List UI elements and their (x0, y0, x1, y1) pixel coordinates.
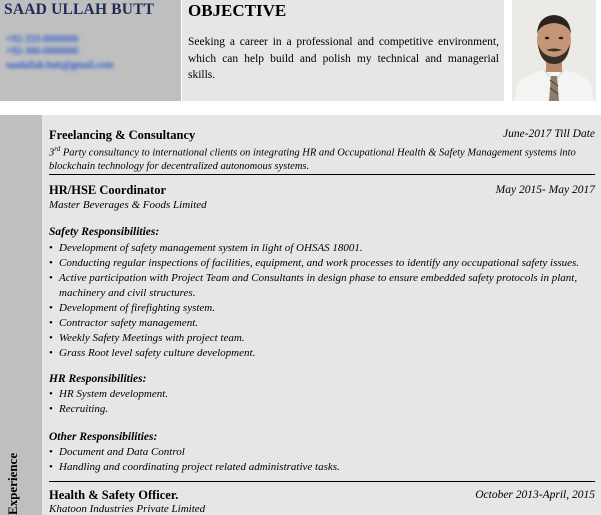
hr-responsibilities-heading: HR Responsibilities: (49, 373, 147, 385)
job-description-text: Party consultancy to international clients on integrating HR and Occupational Health & Safety Management systems into blockchain technology for decentralized autonomous systems. (49, 147, 576, 172)
job-date: October 2013-April, 2015 (475, 489, 595, 501)
objective-heading: OBJECTIVE (188, 1, 287, 20)
other-responsibilities-heading: Other Responsibilities: (49, 431, 158, 443)
list-item: • Development of firefighting system. (49, 301, 589, 316)
job-date: June-2017 Till Date (503, 128, 595, 140)
experience-section-label: Experience (5, 452, 20, 515)
list-item: • Grass Root level safety culture development. (49, 346, 589, 361)
company-name: Master Beverages & Foods Limited (49, 199, 207, 211)
ordinal-number: 3 (49, 147, 55, 159)
divider (49, 481, 595, 482)
contact-panel (0, 0, 181, 101)
job-title: Freelancing & Consultancy (49, 128, 196, 142)
list-item: • Contractor safety management. (49, 316, 589, 331)
list-item: • Active participation with Project Team and Consultants in design phase to ensure embedded safety protocols in plant, machinery and civil structures. (49, 271, 589, 301)
phone-secondary[interactable]: +92-300-0000000 (6, 46, 79, 57)
objective-text: Seeking a career in a professional and competitive environment, which can help build and polish my technical and managerial skills. (188, 36, 499, 81)
hr-responsibilities-list (49, 387, 589, 417)
portrait-image (512, 0, 596, 101)
list-item: • Document and Data Control (49, 445, 589, 460)
list-item: • Handling and coordinating project related administrative tasks. (49, 460, 589, 475)
job-title: HR/HSE Coordinator (49, 183, 167, 197)
safety-responsibilities-heading: Safety Responsibilities: (49, 226, 160, 238)
job-description (49, 143, 595, 173)
list-item: • Recruiting. (49, 402, 589, 417)
job-date: May 2015- May 2017 (495, 184, 595, 196)
phone-primary[interactable]: +92-333-0000000 (6, 34, 79, 45)
email-link[interactable]: saadullah.butt@gmail.com (6, 60, 114, 71)
other-responsibilities-list (49, 445, 589, 475)
profile-photo (512, 0, 596, 101)
candidate-name: SAAD ULLAH BUTT (4, 1, 155, 18)
list-item: • Conducting regular inspections of facilities, equipment, and work processes to identify any occupational safety issues. (49, 256, 589, 271)
list-item: • HR System development. (49, 387, 589, 402)
job-title: Health & Safety Officer. (49, 488, 179, 502)
divider (49, 174, 595, 175)
list-item: • Development of safety management system in light of OHSAS 18001. (49, 241, 589, 256)
safety-responsibilities-list (49, 241, 589, 361)
ordinal-suffix: rd (54, 145, 61, 153)
list-item: • Weekly Safety Meetings with project team. (49, 331, 589, 346)
objective-panel (182, 0, 504, 101)
company-name: Khatoon Industries Private Limited (49, 503, 206, 515)
